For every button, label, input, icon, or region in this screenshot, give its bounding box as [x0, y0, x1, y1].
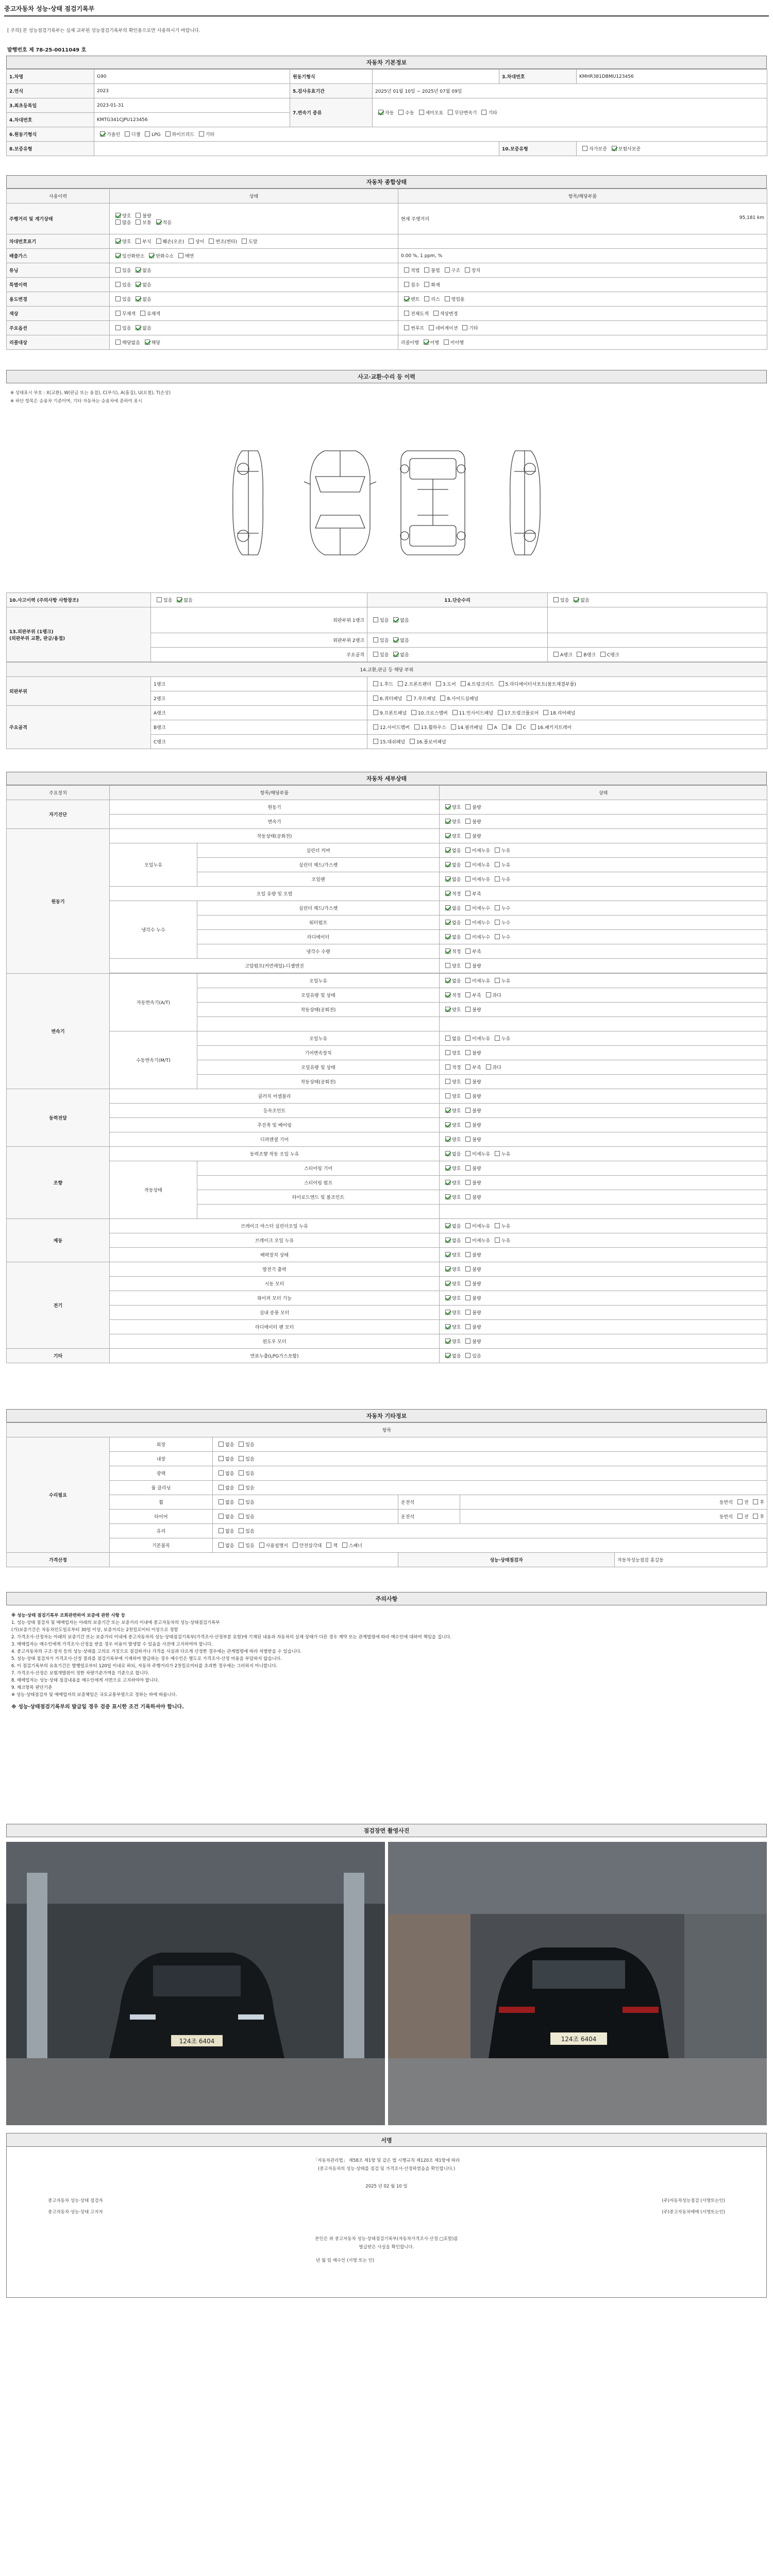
checkbox — [189, 239, 194, 244]
checkbox — [499, 681, 504, 686]
checked-checkbox — [115, 253, 121, 258]
checkbox — [465, 1238, 470, 1243]
checkbox — [465, 934, 470, 939]
checked-checkbox — [100, 131, 105, 137]
section-detail-header: 자동차 세부상태 — [6, 772, 767, 785]
checkbox — [461, 681, 466, 686]
checkbox — [737, 1514, 743, 1519]
checked-checkbox — [445, 1180, 450, 1185]
checkbox — [495, 978, 500, 983]
checkbox — [404, 311, 409, 316]
checkbox — [465, 1122, 470, 1127]
checkbox — [495, 905, 500, 910]
checkbox — [495, 862, 500, 867]
section-summary-header: 자동차 종합상태 — [6, 175, 767, 189]
checkbox — [465, 963, 470, 968]
checkbox — [219, 1470, 224, 1476]
checkbox — [465, 920, 470, 925]
checkbox — [481, 110, 486, 115]
checked-checkbox — [445, 1252, 450, 1257]
section-basic-header: 자동차 기본정보 — [6, 56, 767, 69]
checkbox — [219, 1528, 224, 1533]
checkbox — [239, 1499, 244, 1504]
checked-checkbox — [445, 1324, 450, 1329]
checkbox — [737, 1499, 743, 1504]
checkbox — [115, 340, 121, 345]
checkbox — [136, 213, 141, 218]
checked-checkbox — [136, 325, 141, 330]
checkbox — [465, 848, 470, 853]
checkbox — [115, 267, 121, 273]
checked-checkbox — [574, 597, 579, 602]
checked-checkbox — [445, 833, 450, 838]
sign-line-2: (중고자동차의 성능·상태를 점검 및 가격조사·산정하였음을 확인합니다.) — [317, 2166, 456, 2172]
checked-checkbox — [424, 340, 429, 345]
signature-title: 서명 — [7, 2133, 766, 2147]
checked-checkbox — [393, 652, 398, 657]
checked-checkbox — [445, 819, 450, 824]
checkbox — [373, 696, 378, 701]
checkbox — [436, 681, 441, 686]
checkbox — [495, 1223, 500, 1228]
checked-checkbox — [445, 804, 450, 809]
checkbox — [115, 325, 121, 330]
checkbox — [451, 724, 456, 730]
checked-checkbox — [393, 617, 398, 622]
checkbox — [373, 617, 378, 622]
sign-buyer-row: 년 월 일 매수인 (서명 또는 인) — [316, 2258, 375, 2263]
checkbox — [577, 652, 582, 657]
checkbox — [404, 282, 409, 287]
checkbox — [498, 710, 503, 715]
checkbox — [465, 1108, 470, 1113]
checkbox — [516, 724, 522, 730]
checkbox — [465, 1194, 470, 1199]
checkbox — [140, 311, 145, 316]
cert-number: 발행번호 제 78-25-0011049 호 — [7, 47, 87, 53]
checkbox — [488, 724, 493, 730]
checked-checkbox — [445, 1223, 450, 1228]
sign-date: 2025 년 02 월 10 일 — [365, 2184, 408, 2189]
checkbox — [219, 1499, 224, 1504]
damage-legend: ※ 상태표시 부호 : X(교환), W(판금 또는 용접), C(부식), A(흠집), U(요철), T(손상) — [10, 391, 171, 396]
checkbox — [502, 724, 507, 730]
checked-checkbox — [445, 948, 450, 954]
checkbox — [465, 1180, 470, 1185]
checkbox — [404, 267, 409, 273]
checkbox — [145, 131, 150, 137]
plate-text-rear: 124조 6404 — [561, 2036, 597, 2043]
checkbox — [239, 1456, 244, 1461]
checkbox — [495, 920, 500, 925]
checkbox — [465, 891, 470, 896]
summary-table: 사용이력 상태 항목/해당부품 주행거리 및 계기상태 양호 불량 많음 보통 적음 현재 주행거리 95,181 km 차대번호표기 양호 부식 훼손(오손) 상이 변조(변타) 도말 배출가스 일산화탄소 탄화수소 매연 0.00 %, 1 ppm, % 튜닝 있음 없음 적법 불법 구조 장치 특별이력 있음 없음 침수 화재 용도변경 있음 없음 렌트 리스 영업용 색상 무채색 유채색 전체도색 색상변경 주요옵션 있음 없음 썬루프 네비게이션 기타 리콜대상 해당없음 해당 리콜이행 이행 미이행 — [6, 189, 767, 350]
checkbox — [445, 267, 450, 273]
checkbox — [495, 848, 500, 853]
checked-checkbox — [445, 1353, 450, 1358]
checked-checkbox — [156, 219, 161, 225]
checkbox — [373, 724, 378, 730]
checkbox — [465, 1281, 470, 1286]
checkbox — [553, 597, 559, 602]
checked-checkbox — [445, 1338, 450, 1344]
checkbox — [398, 681, 403, 686]
checkbox — [445, 1093, 450, 1098]
sign-line-1: 「자동차관리법」 제58조 제1항 및 같은 법 시행규칙 제120조 제1항에 따라 — [313, 2158, 460, 2163]
damage-legend-2: ※ 하단 항목은 승용차 기준이며, 기타 자동차는 승용차에 준하여 표시 — [10, 399, 142, 404]
checkbox — [465, 819, 470, 824]
checkbox — [373, 681, 378, 686]
checkbox — [465, 1295, 470, 1300]
checked-checkbox — [445, 992, 450, 997]
checkbox — [136, 219, 141, 225]
checkbox — [115, 311, 121, 316]
checkbox — [465, 1310, 470, 1315]
checkbox — [404, 325, 409, 330]
checkbox — [465, 1353, 470, 1358]
checked-checkbox — [445, 1281, 450, 1286]
checkbox — [465, 992, 470, 997]
checked-checkbox — [445, 862, 450, 867]
checkbox — [465, 862, 470, 867]
checkbox — [414, 724, 419, 730]
checkbox — [465, 804, 470, 809]
sign-notifier-row: 중고자동차 성능·상태 고지자 (주)중고자동차매매 (서명또는인) — [48, 2210, 725, 2215]
checkbox — [465, 267, 470, 273]
checkbox — [419, 110, 424, 115]
checkbox — [753, 1514, 758, 1519]
checkbox — [373, 652, 378, 657]
checkbox — [445, 296, 450, 301]
checked-checkbox — [445, 905, 450, 910]
checked-checkbox — [445, 1165, 450, 1171]
checkbox — [209, 239, 214, 244]
checkbox — [242, 239, 247, 244]
checkbox — [373, 637, 378, 642]
checkbox — [424, 296, 429, 301]
detail-table: 주요장치 항목/해당부품 상태 자기진단 원동기 양호 불량 변속기 양호 불량 원동기 작동상태(공회전) 양호 불량 오일누유 실린더 커버 없음 미세누유 누유 실린더 헤드/가스켓 없음 미세누유 누유 오일팬 없음 미세누유 누유 오일 유량 및 오염 적정 부족 냉각수 누수 실린더 헤드/가스켓 없음 미세누수 누수 워터펌프 없음 미세누수 누수 라디에이터 없음 미세누수 누수 냉각수 수량 적정 부족 고압펌프(커먼레일)-디젤엔진 양호 불량 변속기 자동변속기(A/T) 오일누유 없음 미세누유 누유 오일유량 및 상태 적정 부족 과다 작동상태(공회전) 양호 불량 수동변속기(M/T) 오일누유 없음 미세누유 누유 기어변속장치 양호 불량 오일유량 및 상태 적정 부족 과다 작동상태(공회전) 양호 불량 동력전달 클러치 어셈블리 양호 불량 등속조인트 양호 불량 추진축 및 베어링 양호 불량 디퍼렌셜 기어 양호 불량 조향 동력조향 작동 오일 누유 없음 미세누유 누유 작동상태 스티어링 기어 양호 불량 스티어링 펌프 양호 불량 타이로드엔드 및 볼조인트 양호 불량 제동 브레이크 마스터 실린더오일 누유 없음 미세누유 누유 브레이크 오일 누유 없음 미세누유 누유 배력장치 상태 양호 불량 전기 발전기 출력 양호 불량 시동 모터 양호 불량 와이퍼 모터 기능 양호 불량 실내 송풍 모터 양호 불량 라디에이터 팬 모터 양호 불량 윈도우 모터 양호 불량 기타 연료누출(LPG가스포함) 없음 있음 — [6, 785, 767, 1363]
checked-checkbox — [445, 920, 450, 925]
checkbox — [326, 1543, 331, 1548]
section-other-header: 자동차 기타정보 — [6, 1409, 767, 1422]
sign-inspector-row: 중고자동차 성능·상태 점검자 (주)자동차성능점검 (서명또는인) — [48, 2198, 725, 2204]
checkbox — [448, 110, 453, 115]
checkbox — [219, 1442, 224, 1447]
document-title: 중고자동차 성능·상태 점검기록부 — [4, 5, 95, 12]
checkbox — [465, 1093, 470, 1098]
basic-table: 1.차명 G90 원동기형식 3.차대번호 KMHR381DBMU123456 2.연식 2023 5.검사유효기간 2025년 01월 10일 ~ 2025년 07월 09일 3.최초등록일 2023-01-31 7.변속기 종류 자동 수동 세미오토 무단변속기 기타 4.차대번호 KMTG341CJPU123456 6.원동기형식 가솔린 디젤 LPG 하이브리드 기타 8.보증유형 10.보증유형 자가보증 보험사보증 — [6, 69, 767, 156]
checked-checkbox — [445, 1310, 450, 1315]
checked-checkbox — [445, 978, 450, 983]
checkbox — [495, 876, 500, 882]
checkbox — [398, 110, 404, 115]
checked-checkbox — [404, 296, 409, 301]
checkbox — [465, 1036, 470, 1041]
sign-line-3: 본인은 위 중고자동차 성능·상태점검기록부(자동차가격조사·산정 □포함)를 — [315, 2236, 458, 2242]
checkbox — [373, 710, 378, 715]
checkbox — [582, 146, 587, 151]
sign-line-4: 발급받은 사실을 확인합니다. — [359, 2245, 414, 2250]
checkbox — [465, 1266, 470, 1272]
car-diagram — [222, 440, 551, 564]
checked-checkbox — [445, 876, 450, 882]
checkbox — [239, 1470, 244, 1476]
checkbox — [495, 1238, 500, 1243]
other-table: 항목 수리필요 외장 없음 있음 내장 없음 있음 광택 없음 있음 룸 클리닝 없음 있음 휠 없음 있음 운전석 동반석 전 후 타이어 없음 있음 운전석 동반석 전 후 유리 없음 있음 기본품목 없음 있음 사용설명서 안전삼각대 잭 스패너 가격산정 성능·상태점검자 자동차성능점검 홍길동 — [6, 1422, 767, 1567]
checkbox — [239, 1528, 244, 1533]
checkbox — [440, 696, 445, 701]
checked-checkbox — [115, 239, 121, 244]
section-damage-header: 사고·교환·수리 등 이력 — [6, 370, 767, 383]
checked-checkbox — [445, 848, 450, 853]
checkbox — [219, 1514, 224, 1519]
notice-text: [ 주의] 본 성능점검기록부는 실제 교부된 성능점검기록부의 확인용으로만 사용하시기 바랍니다. — [7, 28, 200, 33]
checkbox — [136, 239, 141, 244]
section-photos-header: 점검장면 촬영사진 — [6, 1824, 767, 1837]
checkbox — [543, 710, 548, 715]
checkbox — [465, 1338, 470, 1344]
checkbox — [424, 267, 429, 273]
damage-table: 10.사고이력 (주의사항 사항참조) 있음 없음 11.단순수리 있음 없음 13.외판부위 (1랭크) (외판부위 교환, 판금/용접) 외판부위 1랭크 있음 없음 외판부위 2랭크 있음 없음 주요골격 있음 없음 A랭크 B랭크 C랭크 14.교환,판금 등 해당 부위 외판부위 1랭크 1.후드 2.프론트펜더 3.도어 4.트렁크리드 5.라디에이터서포트(볼트체결부품) 2랭크 6.쿼터패널 7.루프패널 8.사이드실패널 주요골격 A랭크 9.프론트패널 10.크로스멤버 11.인사이드패널 17.트렁크플로어 18.리어패널 B랭크 12.사이드멤버 13.휠하우스 14.필러패널 A B C 16.패키지트레이 C랭크 15.대쉬패널 16.플로어패널 — [6, 592, 767, 749]
checked-checkbox — [136, 282, 141, 287]
checkbox — [239, 1543, 244, 1548]
checkbox — [424, 282, 429, 287]
plate-text-front: 124조 6404 — [179, 2038, 215, 2045]
checkbox — [452, 710, 458, 715]
checkbox — [429, 325, 434, 330]
notes-block: ※ 성능·상태 점검기록부 조회관련하여 보증에 관한 사항 등 1. 성능·상태 점검자 및 매매업자는 아래의 보증기간 또는 보증거리 이내에 중고자동차의 성능·상태점검기록부 (가)보증기간은 자동차인도일로부터 30일 이상, 보증거리는 2천킬로미터 이상으로 정함 2. 가격조사·산정자는 아래의 보증기간 또는 보증거리 이내에 중고자동차의 성능·상태점검기록부(가격조사·산정부분 포함)에 기재된 내용과 자동차의 실제 상태가 다른 경우 계약 또는 관계법령에 따라 매수인에 대하여 책임을 집니다. 3. 매매업자는 매수인에게 가격조사·산정을 받을 경우 비용이 발생할 수 있음을 사전에 고지하여야 합니다. 4. 중고자동차의 구조·장치 등의 성능·상태를 고의로 거짓으로 점검하거나 가격을 사실과 다르게 산정한 경우에는 관계법령에 따라 처벌받을 수 있습니다. 5. 성능·상태 점검자가 가격조사·산정 결과를 점검기록부에 기재하여 발급하는 경우 매수인은 별도로 가격조사·산정 비용을 부담하지 않습니다. 6. 이 점검기록부의 유효기간은 발행일로부터 120일 이내로 하되, 자동차 주행거리가 2천킬로미터를 초과한 경우에는 그러하지 아니합니다. 7. 가격조사·산정은 보험개발원이 정한 차량기준가액을 기준으로 합니다. 8. 매매업자는 성능·상태 점검내용을 매수인에게 서면으로 고지하여야 합니다. 9. 체크항목 판단기준 ※ 성능·상태점검자 및 매매업자의 보증책임은 국토교통부령으로 정하는 바에 따릅니다. ※ 성능·상태점검기록부의 발급일 경우 검증 표시한 조건 기록하셔야 합니다. — [11, 1613, 452, 1710]
checkbox — [465, 905, 470, 910]
checked-checkbox — [445, 1007, 450, 1012]
checkbox — [239, 1442, 244, 1447]
checkbox — [445, 1036, 450, 1041]
checkbox — [531, 724, 536, 730]
checkbox — [444, 340, 449, 345]
checked-checkbox — [445, 1137, 450, 1142]
checkbox — [259, 1543, 264, 1548]
checked-checkbox — [445, 1266, 450, 1272]
checkbox — [407, 696, 412, 701]
checkbox — [465, 833, 470, 838]
checkbox — [465, 1165, 470, 1171]
checked-checkbox — [445, 1194, 450, 1199]
checkbox — [445, 963, 450, 968]
checked-checkbox — [445, 934, 450, 939]
inspection-photo-front — [6, 1842, 385, 2125]
checked-checkbox — [445, 891, 450, 896]
checkbox — [433, 311, 439, 316]
checkbox — [125, 131, 130, 137]
checkbox — [465, 1137, 470, 1142]
checked-checkbox — [445, 1108, 450, 1113]
checkbox — [462, 325, 467, 330]
checkbox — [753, 1499, 758, 1504]
checkbox — [495, 1151, 500, 1156]
checked-checkbox — [612, 146, 617, 151]
checkbox — [465, 948, 470, 954]
checkbox — [465, 1079, 470, 1084]
checkbox — [410, 739, 415, 744]
checked-checkbox — [445, 1151, 450, 1156]
checkbox — [486, 1064, 491, 1070]
signature-section — [6, 2133, 767, 2298]
checkbox — [465, 1151, 470, 1156]
checkbox — [465, 876, 470, 882]
checked-checkbox — [136, 267, 141, 273]
checkbox — [373, 739, 378, 744]
checkbox — [445, 1050, 450, 1055]
title-divider — [4, 15, 769, 16]
checked-checkbox — [145, 340, 150, 345]
checked-checkbox — [177, 597, 182, 602]
checked-checkbox — [149, 253, 154, 258]
checked-checkbox — [393, 637, 398, 642]
checked-checkbox — [136, 296, 141, 301]
checkbox — [411, 710, 416, 715]
checkbox — [465, 1324, 470, 1329]
checkbox — [199, 131, 204, 137]
checkbox — [239, 1514, 244, 1519]
checked-checkbox — [445, 1295, 450, 1300]
checked-checkbox — [378, 110, 383, 115]
inspection-photo-rear — [388, 1842, 767, 2125]
checked-checkbox — [115, 213, 121, 218]
checkbox — [219, 1543, 224, 1548]
checkbox — [115, 296, 121, 301]
checkbox — [465, 1223, 470, 1228]
checkbox — [115, 219, 121, 225]
checkbox — [600, 652, 606, 657]
checkbox — [553, 652, 559, 657]
checkbox — [342, 1543, 347, 1548]
checkbox — [495, 934, 500, 939]
checkbox — [445, 1064, 450, 1070]
checkbox — [445, 1079, 450, 1084]
checkbox — [465, 978, 470, 983]
checkbox — [465, 1064, 470, 1070]
checkbox — [219, 1456, 224, 1461]
checkbox — [165, 131, 171, 137]
section-notes-header: 주의사항 — [6, 1592, 767, 1605]
checkbox — [465, 1007, 470, 1012]
checkbox — [157, 597, 162, 602]
checkbox — [239, 1485, 244, 1490]
checkbox — [156, 239, 161, 244]
checkbox — [178, 253, 183, 258]
checkbox — [486, 992, 491, 997]
checkbox — [115, 282, 121, 287]
checkbox — [495, 1036, 500, 1041]
checkbox — [293, 1543, 298, 1548]
checkbox — [465, 1252, 470, 1257]
checkbox — [465, 1050, 470, 1055]
checked-checkbox — [445, 1122, 450, 1127]
checkbox — [219, 1485, 224, 1490]
checked-checkbox — [445, 1238, 450, 1243]
